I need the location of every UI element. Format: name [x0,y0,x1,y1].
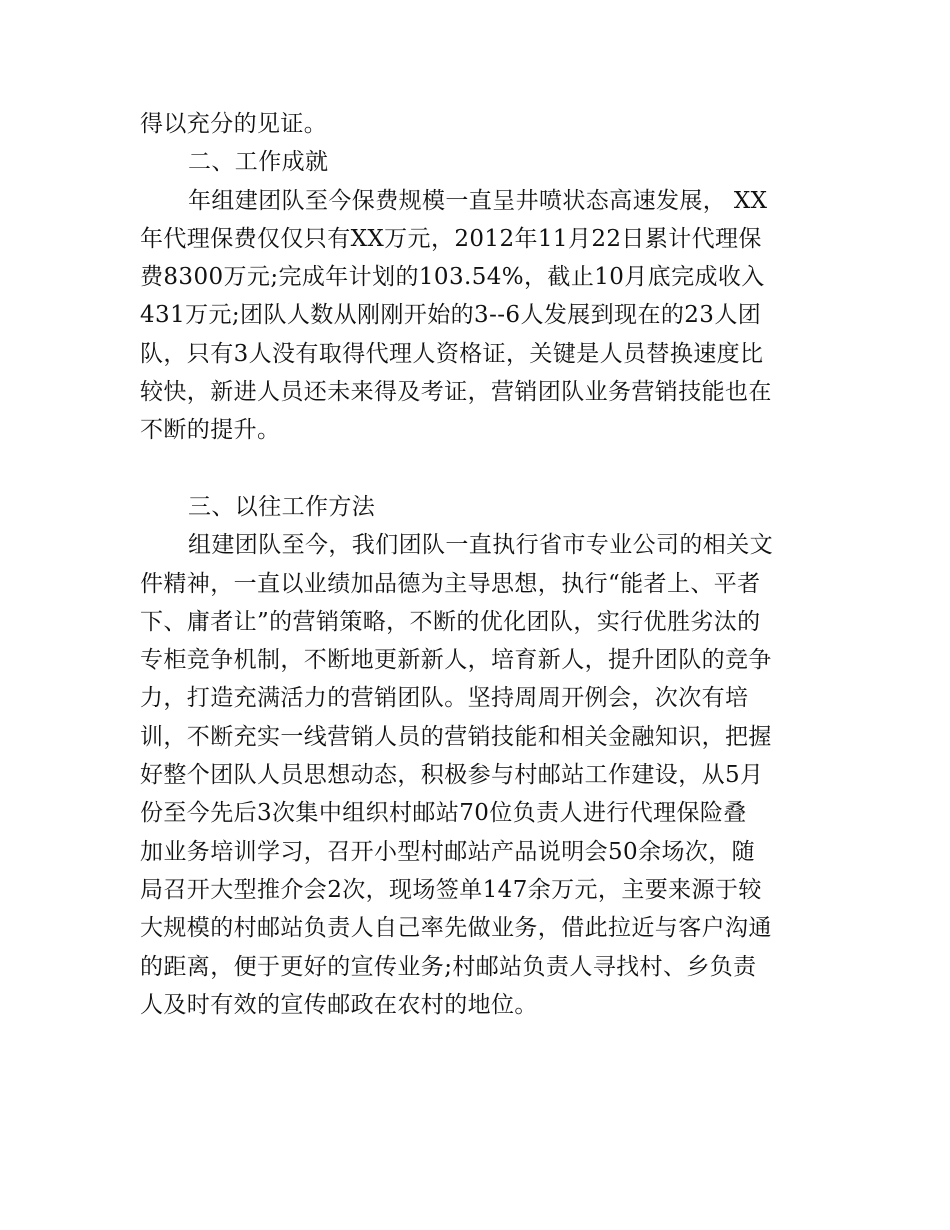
text-line: 局召开大型推介会2次，现场签单147余万元，主要来源于较 [140,876,762,903]
text-line: 得以充分的见证。 [140,111,328,137]
text-line: 专柜竞争机制，不断地更新新人，培育新人，提升团队的竞争 [140,647,772,674]
text-line: 好整个团队人员思想动态，积极参与村邮站工作建设，从5月 [140,762,764,789]
text-line: 组建团队至今，我们团队一直执行省市专业公司的相关文 [188,532,773,559]
text-line: 年代理保费仅仅只有XX万元，2012年11月22日累计代理保 [140,225,762,252]
text-line: 人及时有效的宣传邮政在农村的地位。 [140,991,538,1018]
text-line: 训，不断充实一线营销人员的营销技能和相关金融知识，把握 [140,723,772,750]
text-line: 加业务培训学习，召开小型村邮站产品说明会50余场次，随 [140,838,756,865]
text-line: 下、庸者让”的营销策略，不断的优化团队，实行优胜劣汰的 [140,608,761,635]
text-line: 队，只有3人没有取得代理人资格证，关键是人员替换速度比 [140,340,764,367]
text-line: 的距离，便于更好的宣传业务;村邮站负责人寻找村、乡负责 [140,953,757,980]
text-line: 不断的提升。 [140,417,281,444]
text-line: 费8300万元;完成年计划的103.54%，截止10月底完成收入 [140,264,765,291]
document-body [140,105,820,1024]
text-line: 大规模的村邮站负责人自己率先做业务，借此拉近与客户沟通 [140,915,772,942]
text-line: 份至今先后3次集中组织村邮站70位负责人进行代理保险叠 [140,800,747,827]
text-line: 较快，新进人员还未来得及考证，营销团队业务营销技能也在 [140,379,772,406]
text-line: 力，打造充满活力的营销团队。坚持周周开例会，次次有培 [140,685,749,712]
section-heading-methods: 三、以往工作方法 [188,493,376,520]
paragraph-spacer [140,450,820,488]
text-line: 431万元;团队人数从刚刚开始的3--6人发展到现在的23人团 [140,302,762,329]
text-line: 件精神，一直以业绩加品德为主导思想，执行“能者上、平者 [140,570,761,597]
text-line: 年组建团队至今保费规模一直呈井喷状态高速发展， XX [188,187,768,214]
section-heading-achievements: 二、工作成就 [188,149,329,176]
